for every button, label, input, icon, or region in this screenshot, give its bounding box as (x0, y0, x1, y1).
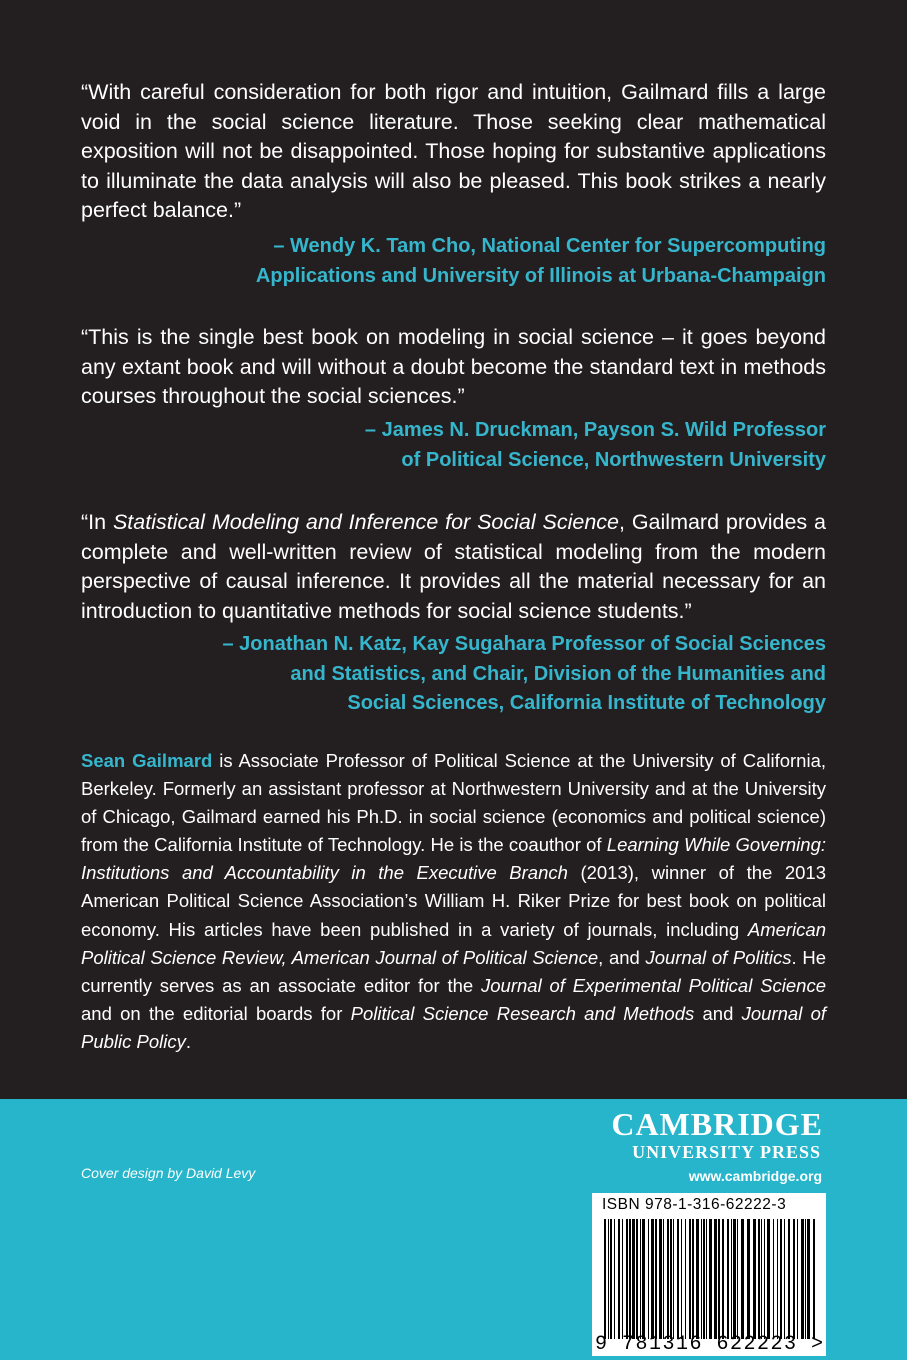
bio-text: . He currently serves as an associate editor for the (81, 946, 826, 996)
bio-journal: Journal of Public Policy (81, 1002, 827, 1052)
attribution-line: – Jonathan N. Katz, Kay Sugahara Professor of Social Sciences (222, 633, 826, 655)
bio-journal: Journal of Experimental Political Science (481, 974, 826, 996)
attribution-line: – James N. Druckman, Payson S. Wild Professor (364, 419, 826, 441)
bio-journal: Political Science Research and Methods (350, 1002, 695, 1024)
cover-credit: Cover design by David Levy (81, 1165, 256, 1181)
book-title: Statistical Modeling and Inference for Social Science (112, 510, 619, 534)
endorsement-quote-1: “With careful consideration for both rigor and intuition, Gailmard fills a large void in the social science literature. Those seeking clear mathematical exposition will not be disappointed. Those hoping for substantive applications to illuminate the data analysis will also be pleased. This book strikes a nearly perfect balance.” (81, 80, 826, 222)
attribution-line: and Statistics, and Chair, Division of the Humanities and (290, 662, 826, 685)
bio-book-title: Learning While Governing: Institutions and Accountability in the Executive Branch (81, 834, 826, 884)
quote-text: “In (81, 510, 113, 534)
quote-text: , Gailmard provides a complete and well-written review of statistical modeling from the modern perspective of causal inference. It provides all the material necessary for an introduction to quantitative methods for social science students.” (81, 510, 826, 623)
attribution-line: Social Sciences, California Institute of Technology (347, 692, 826, 714)
bio-text: and (694, 1002, 742, 1024)
attribution-line: Applications and University of Illinois at Urbana-Champaign (255, 264, 826, 287)
endorsement-quote-2: “This is the single best book on modeling in social science – it goes beyond any extant book and will without a doubt become the standard text in methods courses throughout the social sciences.” (81, 325, 826, 408)
bio-text: (2013), winner of the 2013 American Political Science Association’s William H. Riker Prize for best book on political economy. His articles have been published in a variety of journals, including (81, 862, 826, 940)
barcode-icon (604, 1219, 816, 1339)
attribution-line: – Wendy K. Tam Cho, National Center for Supercomputing (273, 235, 826, 257)
endorsement-attribution-1 (81, 232, 826, 291)
bio-journal: American Political Science Review, American Journal of Political Science (81, 918, 826, 968)
attribution-line: of Political Science, Northwestern University (401, 448, 826, 471)
publisher-logo-line1: CAMBRIDGE (611, 1106, 823, 1142)
endorsement-quote-3 (81, 508, 826, 626)
publisher-logo-line2: UNIVERSITY PRESS (632, 1142, 821, 1162)
publisher-url[interactable]: www.cambridge.org (688, 1168, 822, 1184)
author-bio (81, 747, 826, 1056)
barcode-number: 9 781316 622223 > (595, 1333, 825, 1356)
bio-text: . (185, 1030, 192, 1052)
author-name: Sean Gailmard (81, 750, 213, 771)
endorsement-attribution-2 (81, 416, 826, 475)
bio-journal: Journal of Politics (645, 946, 792, 968)
bio-text: is Associate Professor of Political Science at the University of California, Berkeley. Formerly an assistant professor at Northwestern University and at the University of Chicago, Gailmard earned his Ph.D. in social science (economics and political science) from the California Institute of Technology. He is the coauthor of (81, 750, 827, 856)
isbn-label: ISBN 978-1-316-62222-3 (602, 1196, 787, 1213)
endorsement-attribution-3 (81, 630, 826, 719)
bio-text: , and (598, 946, 646, 968)
bio-text: and on the editorial boards for (81, 1002, 351, 1024)
isbn-barcode (592, 1193, 826, 1356)
